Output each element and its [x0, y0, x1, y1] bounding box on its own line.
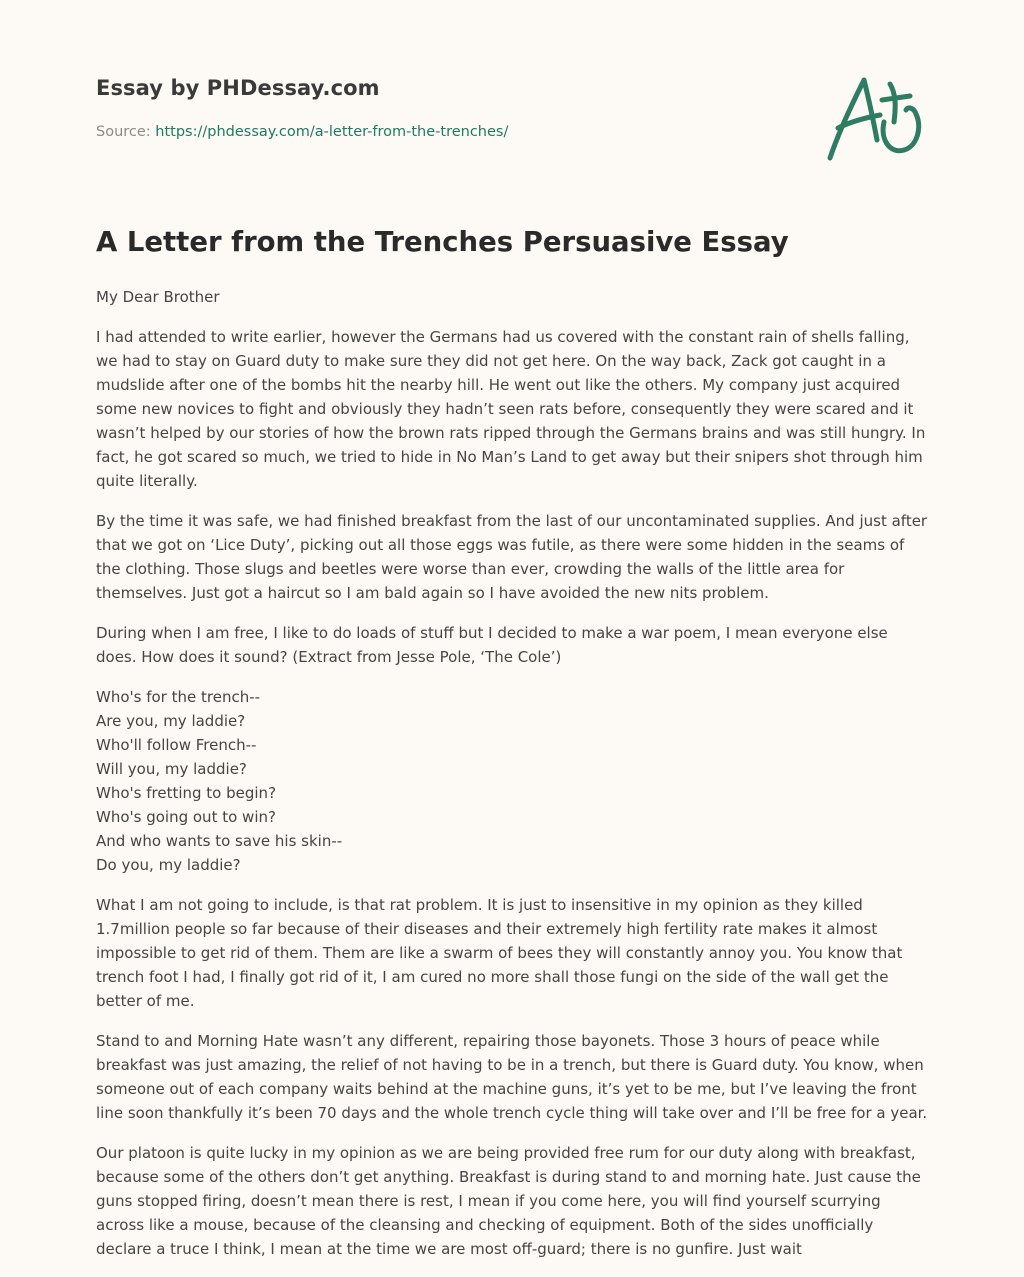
poem-line: Who's fretting to begin? [96, 784, 277, 802]
essay-title: A Letter from the Trenches Persuasive Essay [96, 226, 789, 258]
paragraph: What I am not going to include, is that rat problem. It is just to insensitive in my opinion as they killed 1.7million people so far because of their diseases and their extremely high fertility rate makes it almost impossible to get rid of them. Them are like a swarm of bees they will constantly annoy you. You know that trench foot I had, I finally got rid of it, I am cured no more shall those fungi on the side of the wall get the better of me. [96, 896, 903, 1010]
paragraph: Stand to and Morning Hate wasn’t any different, repairing those bayonets. Those 3 hours of peace while breakfast was just amazing, the relief of not having to be in a trench, but there is Guard duty. You know, when someone out of each company waits behind at the machine guns, it’s yet to be me, but I’ve leaving the front line soon thankfully it’s been 70 days and the whole trench cycle thing will take over and I’ll be free for a year. [96, 1032, 928, 1122]
site-title: Essay by PHDessay.com [96, 76, 380, 100]
paragraph: I had attended to write earlier, however the Germans had us covered with the constant rain of shells falling, we had to stay on Guard duty to make sure they did not get here. On the way back, Zack got caught in a mudslide after one of the bombs hit the nearby hill. He went out like the others. My company just acquired some new novices to fight and obviously they hadn’t seen rats before, consequently they were scared and it wasn’t helped by our stories of how the brown rats ripped through the Germans brains and was still hungry. In fact, he got scared so much, we tried to hide in No Man’s Land to get away but their snipers shot through him quite literally. [96, 328, 926, 490]
paragraph: During when I am free, I like to do loads of stuff but I decided to make a war poem, I mean everyone else does. How does it sound? (Extract from Jesse Pole, ‘The Cole’) [96, 624, 888, 666]
poem-line: Will you, my laddie? [96, 760, 247, 778]
poem-line: Who'll follow French-- [96, 736, 257, 754]
source-label: Source: [96, 124, 151, 140]
source-line [96, 124, 508, 140]
poem-line: Do you, my laddie? [96, 856, 241, 874]
poem-line: Who's for the trench-- [96, 688, 261, 706]
greeting: My Dear Brother [96, 288, 220, 306]
poem-line: Are you, my laddie? [96, 712, 246, 730]
paragraph: Our platoon is quite lucky in my opinion as we are being provided free rum for our duty along with breakfast, because some of the others don’t get anything. Breakfast is during stand to and morning hate. Just cause the guns stopped firing, doesn’t mean there is rest, I mean if you come here, you will find yourself scurrying across like a mouse, because of the cleansing and checking of equipment. Both of the sides unofficially declare a truce I think, I mean at the time we are most off-guard; there is no gunfire. Just wait [96, 1144, 921, 1258]
poem-line: Who's going out to win? [96, 808, 276, 826]
source-link[interactable]: https://phdessay.com/a-letter-from-the-trenches/ [155, 124, 509, 140]
a-plus-grade-icon [824, 68, 928, 164]
poem [96, 685, 932, 877]
paragraph: By the time it was safe, we had finished breakfast from the last of our uncontaminated supplies. And just after that we got on ‘Lice Duty’, picking out all those eggs was futile, as there were some hidden in the seams of the clothing. Those slugs and beetles were worse than ever, crowding the walls of the little area for themselves. Just got a haircut so I am bald again so I have avoided the new nits problem. [96, 512, 928, 602]
essay-body [96, 285, 932, 1277]
poem-line: And who wants to save his skin-- [96, 832, 343, 850]
